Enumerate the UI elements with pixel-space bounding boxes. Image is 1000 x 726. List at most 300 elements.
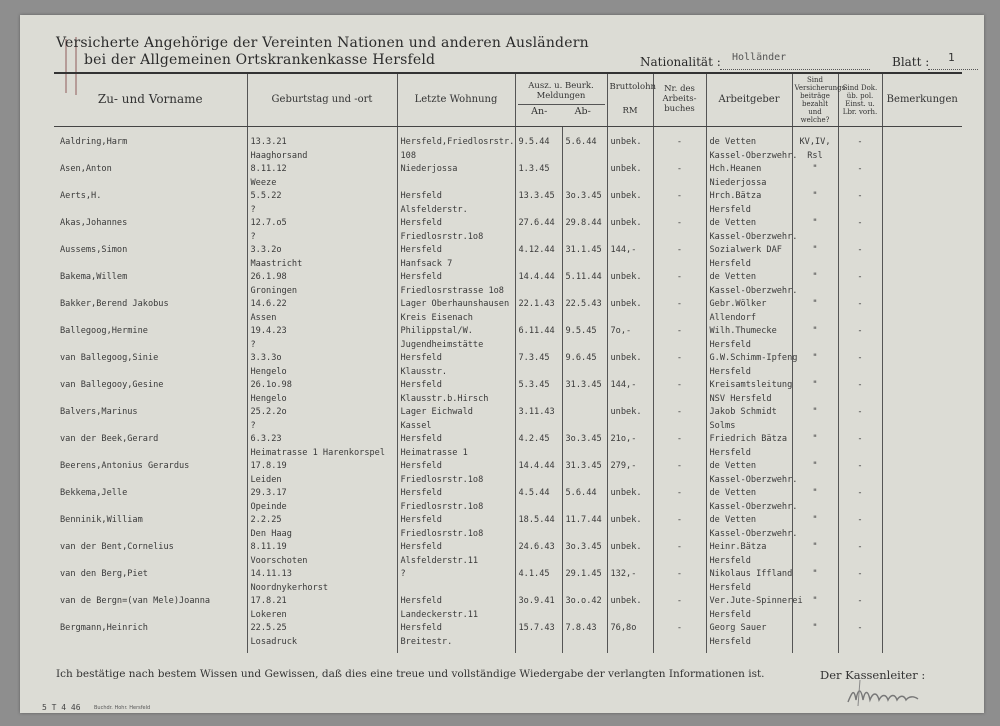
cell-birth-date: 25.2.2o — [247, 406, 397, 420]
cell-address-line2: Friedlosrstr.1o8 — [397, 528, 515, 542]
registrations-subheaders — [518, 104, 605, 118]
cell-remarks-cont — [882, 420, 962, 434]
cell-registration-in: 6.11.44 — [515, 325, 562, 339]
cell-registration-out-cont — [562, 609, 607, 623]
cell-remarks-cont — [882, 177, 962, 191]
cell-contributions-paid: KV,IV, — [792, 127, 838, 150]
cell-person-name: Akas,Johannes — [60, 218, 128, 228]
cell-registration-out-cont — [562, 555, 607, 569]
cell-contributions-detail — [792, 501, 838, 515]
cell-registration-out: 9.6.45 — [562, 352, 607, 366]
cell-address-line1: Hersfeld — [397, 217, 515, 231]
cell-person-name: Bekkema,Jelle — [60, 488, 128, 498]
col-header-documents: Sind Dok. üb. pol. Einst. u. Lbr. vorh. — [838, 73, 882, 127]
wage-unit: RM — [622, 106, 638, 116]
table-row-continuation — [54, 231, 962, 245]
cell-workbook-cont — [653, 339, 706, 353]
cell-contributions-detail — [792, 474, 838, 488]
cell-documents-cont — [838, 204, 882, 218]
cell-birth-place: Assen — [247, 312, 397, 326]
table-row-continuation — [54, 177, 962, 191]
table-row — [54, 163, 962, 177]
cell-address-line2: Alsfelderstr. — [397, 204, 515, 218]
cell-registration-out — [562, 406, 607, 420]
cell-birth-date: 5.5.22 — [247, 190, 397, 204]
cell-registration-out: 3o.3.45 — [562, 541, 607, 555]
cell-address-line2: Jugendheimstätte — [397, 339, 515, 353]
cell-birth-place: Maastricht — [247, 258, 397, 272]
table-row — [54, 595, 962, 609]
cell-contributions-detail — [792, 312, 838, 326]
cell-gross-wage-cont — [607, 285, 653, 299]
cell-birth-place: Weeze — [247, 177, 397, 191]
cell-documents-cont — [838, 420, 882, 434]
registrations-title: Ausz. u. Beurk. Meldungen — [528, 80, 594, 101]
table-row — [54, 127, 962, 150]
cell-birth-place: Opeinde — [247, 501, 397, 515]
cell-documents-cont — [838, 366, 882, 380]
cell-workbook-cont — [653, 636, 706, 654]
cell-contributions-detail — [792, 609, 838, 623]
cell-registration-in: 9.5.44 — [515, 127, 562, 150]
cell-employer-name: Ver.Jute-Spinnerei — [706, 595, 792, 609]
cell-workbook-cont — [653, 501, 706, 515]
cell-contributions-paid: " — [792, 190, 838, 204]
cell-registration-out-cont — [562, 393, 607, 407]
cell-gross-wage-cont — [607, 312, 653, 326]
cell-documents-cont — [838, 231, 882, 245]
cell-contributions-paid: " — [792, 379, 838, 393]
cell-registration-in: 3.11.43 — [515, 406, 562, 420]
cell-registration-in: 7.3.45 — [515, 352, 562, 366]
table-row-continuation — [54, 474, 962, 488]
cell-remarks — [882, 352, 962, 366]
cell-contributions-paid: " — [792, 487, 838, 501]
cell-workbook-number: - — [653, 352, 706, 366]
cell-contributions-detail — [792, 636, 838, 654]
cell-person-name: Ballegoog,Hermine — [60, 326, 148, 336]
cell-address-line2: Kreis Eisenach — [397, 312, 515, 326]
table-row-continuation — [54, 582, 962, 596]
cell-documents-cont — [838, 339, 882, 353]
cell-workbook-number: - — [653, 622, 706, 636]
cell-workbook-number: - — [653, 379, 706, 393]
col-header-address: Letzte Wohnung — [397, 73, 515, 127]
cell-documents-cont — [838, 177, 882, 191]
cell-employer-name: Kreisamtsleitung — [706, 379, 792, 393]
cell-gross-wage: unbek. — [607, 190, 653, 204]
cell-workbook-cont — [653, 258, 706, 272]
cell-registration-out: 31.3.45 — [562, 460, 607, 474]
cell-contributions-paid: " — [792, 433, 838, 447]
cell-birth-date: 14.11.13 — [247, 568, 397, 582]
cell-registration-in-cont — [515, 393, 562, 407]
cell-registration-out — [562, 163, 607, 177]
insured-persons-table — [54, 72, 962, 653]
cell-remarks — [882, 190, 962, 204]
cell-birth-place: Lokeren — [247, 609, 397, 623]
cell-workbook-cont — [653, 528, 706, 542]
cell-remarks-cont — [882, 474, 962, 488]
cell-person-name: van den Berg,Piet — [60, 569, 148, 579]
table-row — [54, 298, 962, 312]
cell-registration-out-cont — [562, 312, 607, 326]
cell-name-continued — [54, 636, 247, 654]
form-code: 5 T 4 46 — [42, 703, 81, 712]
cell-documents-cont — [838, 609, 882, 623]
cell-gross-wage: unbek. — [607, 298, 653, 312]
cell-documents-cont — [838, 636, 882, 654]
cell-gross-wage-cont — [607, 501, 653, 515]
cell-gross-wage: 21o,- — [607, 433, 653, 447]
table-row — [54, 352, 962, 366]
cell-registration-in-cont — [515, 582, 562, 596]
col-header-ab: Ab- — [574, 106, 591, 118]
cell-address-line2: Kassel — [397, 420, 515, 434]
cell-registration-out: 31.1.45 — [562, 244, 607, 258]
cell-employer-name: de Vetten — [706, 127, 792, 150]
cell-name-continued — [54, 231, 247, 245]
cell-gross-wage-cont — [607, 231, 653, 245]
cell-workbook-cont — [653, 366, 706, 380]
document-title: Versicherte Angehörige der Vereinten Nationen und anderen Ausländern — [56, 35, 589, 51]
cell-workbook-number: - — [653, 325, 706, 339]
cell-address-line2: Friedlosrstr.1o8 — [397, 501, 515, 515]
cell-contributions-detail — [792, 528, 838, 542]
cell-workbook-cont — [653, 474, 706, 488]
cell-workbook-number: - — [653, 127, 706, 150]
cell-registration-in-cont — [515, 420, 562, 434]
cell-birth-place: ? — [247, 204, 397, 218]
cell-workbook-number: - — [653, 568, 706, 582]
cell-contributions-paid: " — [792, 595, 838, 609]
cell-address-line1: Hersfeld — [397, 244, 515, 258]
cell-documents-available: - — [838, 298, 882, 312]
cell-employer-name: G.W.Schimm-Ipfeng — [706, 352, 792, 366]
cell-registration-out-cont — [562, 231, 607, 245]
cell-registration-in: 14.4.44 — [515, 460, 562, 474]
cell-registration-out: 5.6.44 — [562, 487, 607, 501]
cell-remarks — [882, 433, 962, 447]
cell-contributions-paid: " — [792, 217, 838, 231]
cell-documents-available: - — [838, 460, 882, 474]
cell-gross-wage-cont — [607, 609, 653, 623]
cell-employer-name: Gebr.Wölker — [706, 298, 792, 312]
table-row — [54, 433, 962, 447]
cell-remarks — [882, 217, 962, 231]
cell-gross-wage: unbek. — [607, 541, 653, 555]
cell-workbook-cont — [653, 150, 706, 164]
cell-gross-wage-cont — [607, 582, 653, 596]
table-row — [54, 568, 962, 582]
cell-workbook-number: - — [653, 514, 706, 528]
cell-person-name: Bakema,Willem — [60, 272, 128, 282]
cell-registration-in: 13.3.45 — [515, 190, 562, 204]
cell-remarks-cont — [882, 150, 962, 164]
cell-documents-cont — [838, 555, 882, 569]
cell-employer-location: Hersfeld — [706, 339, 792, 353]
cell-gross-wage: unbek. — [607, 487, 653, 501]
cell-address-line1: Hersfeld — [397, 271, 515, 285]
cell-workbook-cont — [653, 582, 706, 596]
document-subtitle: bei der Allgemeinen Ortskrankenkasse Hersfeld — [84, 52, 436, 68]
cell-remarks — [882, 514, 962, 528]
cell-documents-available: - — [838, 487, 882, 501]
cell-address-line1: Hersfeld — [397, 595, 515, 609]
cell-remarks-cont — [882, 609, 962, 623]
cell-registration-out: 22.5.43 — [562, 298, 607, 312]
sheet-dotted-line — [928, 69, 978, 70]
cell-registration-out: 9.5.45 — [562, 325, 607, 339]
cell-registration-in-cont — [515, 609, 562, 623]
cell-registration-out: 5.11.44 — [562, 271, 607, 285]
cell-address-line2: Heimatrasse 1 — [397, 447, 515, 461]
cell-remarks — [882, 325, 962, 339]
cell-registration-out-cont — [562, 501, 607, 515]
cell-birth-place: ? — [247, 339, 397, 353]
cell-registration-in-cont — [515, 177, 562, 191]
cell-remarks-cont — [882, 204, 962, 218]
cell-birth-date: 19.4.23 — [247, 325, 397, 339]
cell-contributions-paid: " — [792, 568, 838, 582]
cell-birth-place: Haaghorsand — [247, 150, 397, 164]
cell-birth-date: 26.1.98 — [247, 271, 397, 285]
cell-workbook-cont — [653, 204, 706, 218]
cell-gross-wage-cont — [607, 420, 653, 434]
cell-remarks-cont — [882, 528, 962, 542]
cell-name-continued — [54, 582, 247, 596]
cell-address-line1: Hersfeld — [397, 433, 515, 447]
cell-person-name: Aussems,Simon — [60, 245, 128, 255]
cell-registration-out: 29.8.44 — [562, 217, 607, 231]
cell-birth-place: Voorschoten — [247, 555, 397, 569]
cell-name-continued — [54, 447, 247, 461]
cell-name-continued — [54, 366, 247, 380]
cell-birth-date: 2.2.25 — [247, 514, 397, 528]
cell-registration-out-cont — [562, 636, 607, 654]
cell-contributions-detail — [792, 231, 838, 245]
cell-birth-place: Hengelo — [247, 393, 397, 407]
cell-documents-cont — [838, 393, 882, 407]
table-row — [54, 325, 962, 339]
cell-registration-in-cont — [515, 150, 562, 164]
cell-workbook-cont — [653, 555, 706, 569]
cell-contributions-detail — [792, 393, 838, 407]
cell-registration-in: 5.3.45 — [515, 379, 562, 393]
table-row-continuation — [54, 609, 962, 623]
nationality-value: Holländer — [732, 52, 787, 63]
cell-person-name: Benninik,William — [60, 515, 143, 525]
cell-remarks — [882, 541, 962, 555]
cell-name-continued — [54, 312, 247, 326]
cell-person-name: Aerts,H. — [60, 191, 102, 201]
cell-documents-cont — [838, 447, 882, 461]
cell-remarks — [882, 163, 962, 177]
cell-address-line1: Hersfeld — [397, 541, 515, 555]
table-row — [54, 190, 962, 204]
cell-workbook-cont — [653, 447, 706, 461]
cell-workbook-number: - — [653, 433, 706, 447]
cell-documents-available: - — [838, 163, 882, 177]
cell-registration-in: 1.3.45 — [515, 163, 562, 177]
cell-birth-date: 17.8.21 — [247, 595, 397, 609]
cell-person-name: Balvers,Marinus — [60, 407, 138, 417]
cell-birth-place: ? — [247, 420, 397, 434]
col-header-employer: Arbeitgeber — [706, 73, 792, 127]
cell-address-line1: Hersfeld,Friedlosrstr. — [397, 127, 515, 150]
cell-registration-in-cont — [515, 366, 562, 380]
cell-person-name: van der Beek,Gerard — [60, 434, 159, 444]
table-row-continuation — [54, 285, 962, 299]
cell-registration-out: 5.6.44 — [562, 127, 607, 150]
cell-gross-wage-cont — [607, 150, 653, 164]
cell-address-line1: Hersfeld — [397, 379, 515, 393]
cell-remarks — [882, 406, 962, 420]
cell-workbook-number: - — [653, 163, 706, 177]
cell-gross-wage: unbek. — [607, 217, 653, 231]
cell-workbook-number: - — [653, 595, 706, 609]
cell-registration-out-cont — [562, 150, 607, 164]
cell-birth-place: Noordnykerhorst — [247, 582, 397, 596]
cell-employer-location: Niederjossa — [706, 177, 792, 191]
cell-employer-location: Kassel-Oberzwehr. — [706, 150, 792, 164]
table-row — [54, 271, 962, 285]
cell-address-line2: Klausstr. — [397, 366, 515, 380]
cell-employer-location: Hersfeld — [706, 366, 792, 380]
cell-gross-wage: unbek. — [607, 127, 653, 150]
cell-contributions-detail — [792, 366, 838, 380]
cell-name-continued — [54, 177, 247, 191]
table-row-continuation — [54, 312, 962, 326]
cell-contributions-detail — [792, 447, 838, 461]
cell-address-line2: Friedlosrstrasse 1o8 — [397, 285, 515, 299]
table-body — [54, 127, 962, 654]
cell-gross-wage-cont — [607, 393, 653, 407]
table-row-continuation — [54, 258, 962, 272]
cell-employer-name: de Vetten — [706, 460, 792, 474]
table-row — [54, 460, 962, 474]
cell-registration-out-cont — [562, 582, 607, 596]
col-header-an: An- — [531, 106, 548, 118]
cell-address-line1: Lager Eichwald — [397, 406, 515, 420]
cell-workbook-number: - — [653, 298, 706, 312]
cell-documents-cont — [838, 150, 882, 164]
cell-registration-in-cont — [515, 555, 562, 569]
cell-address-line2: 108 — [397, 150, 515, 164]
table-row-continuation — [54, 393, 962, 407]
cell-remarks — [882, 379, 962, 393]
cell-registration-in: 4.5.44 — [515, 487, 562, 501]
cell-contributions-detail — [792, 555, 838, 569]
cell-address-line1: Niederjossa — [397, 163, 515, 177]
sheet-number: 1 — [948, 51, 955, 64]
cell-registration-in: 4.12.44 — [515, 244, 562, 258]
cell-gross-wage: 132,- — [607, 568, 653, 582]
cell-birth-date: 26.1o.98 — [247, 379, 397, 393]
cell-employer-name: de Vetten — [706, 487, 792, 501]
cell-registration-in-cont — [515, 258, 562, 272]
cell-gross-wage: unbek. — [607, 514, 653, 528]
cell-name-continued — [54, 393, 247, 407]
signatory-label: Der Kassenleiter : — [820, 668, 926, 682]
cell-registration-out-cont — [562, 366, 607, 380]
cell-documents-available: - — [838, 568, 882, 582]
cell-registration-in-cont — [515, 312, 562, 326]
table-row-continuation — [54, 636, 962, 654]
cell-contributions-paid: " — [792, 352, 838, 366]
cell-employer-location: Hersfeld — [706, 204, 792, 218]
cell-birth-date: 8.11.12 — [247, 163, 397, 177]
cell-address-line1: Lager Oberhaunshausen — [397, 298, 515, 312]
cell-remarks-cont — [882, 636, 962, 654]
cell-documents-available: - — [838, 622, 882, 636]
cell-employer-location: Hersfeld — [706, 609, 792, 623]
table-row-continuation — [54, 501, 962, 515]
cell-registration-in: 4.2.45 — [515, 433, 562, 447]
sheet-label: Blatt : — [892, 55, 930, 69]
cell-name-continued — [54, 258, 247, 272]
cell-registration-out-cont — [562, 528, 607, 542]
cell-registration-in-cont — [515, 474, 562, 488]
cell-workbook-number: - — [653, 406, 706, 420]
cell-contributions-paid: " — [792, 244, 838, 258]
cell-remarks — [882, 595, 962, 609]
cell-gross-wage: 144,- — [607, 244, 653, 258]
table-row — [54, 244, 962, 258]
cell-documents-available: - — [838, 127, 882, 150]
cell-registration-out-cont — [562, 474, 607, 488]
cell-person-name: Bakker,Berend Jakobus — [60, 299, 169, 309]
cell-birth-place: Heimatrasse 1 Harenkorspel — [247, 447, 397, 461]
cell-employer-location: Hersfeld — [706, 636, 792, 654]
cell-registration-out: 29.1.45 — [562, 568, 607, 582]
cell-gross-wage: unbek. — [607, 271, 653, 285]
cell-registration-in: 4.1.45 — [515, 568, 562, 582]
cell-contributions-detail — [792, 258, 838, 272]
cell-registration-out-cont — [562, 258, 607, 272]
cell-registration-in-cont — [515, 447, 562, 461]
cell-address-line1: Philippstal/W. — [397, 325, 515, 339]
cell-birth-place: ? — [247, 231, 397, 245]
cell-remarks — [882, 271, 962, 285]
cell-contributions-detail: Rsl — [792, 150, 838, 164]
cell-address-line2: Friedlosrstr.1o8 — [397, 231, 515, 245]
cell-remarks — [882, 298, 962, 312]
cell-gross-wage: 279,- — [607, 460, 653, 474]
cell-person-name: Aaldring,Harm — [60, 137, 128, 147]
cell-contributions-paid: " — [792, 325, 838, 339]
confirmation-statement: Ich bestätige nach bestem Wissen und Gewissen, daß dies eine treue und vollständige Wiedergabe der verlangten Informationen ist. — [56, 668, 765, 680]
cell-employer-name: Jakob Schmidt — [706, 406, 792, 420]
cell-person-name: Beerens,Antonius Gerardus — [60, 461, 190, 471]
cell-registration-in-cont — [515, 285, 562, 299]
cell-documents-cont — [838, 528, 882, 542]
cell-registration-out-cont — [562, 204, 607, 218]
cell-gross-wage-cont — [607, 528, 653, 542]
cell-gross-wage-cont — [607, 258, 653, 272]
cell-employer-location: Hersfeld — [706, 555, 792, 569]
cell-workbook-cont — [653, 177, 706, 191]
cell-gross-wage-cont — [607, 636, 653, 654]
cell-registration-out: 3o.3.45 — [562, 190, 607, 204]
cell-contributions-detail — [792, 339, 838, 353]
table-row — [54, 487, 962, 501]
cell-registration-out-cont — [562, 447, 607, 461]
cell-documents-available: - — [838, 379, 882, 393]
cell-person-name: van der Bent,Cornelius — [60, 542, 174, 552]
cell-workbook-number: - — [653, 271, 706, 285]
cell-registration-in-cont — [515, 636, 562, 654]
